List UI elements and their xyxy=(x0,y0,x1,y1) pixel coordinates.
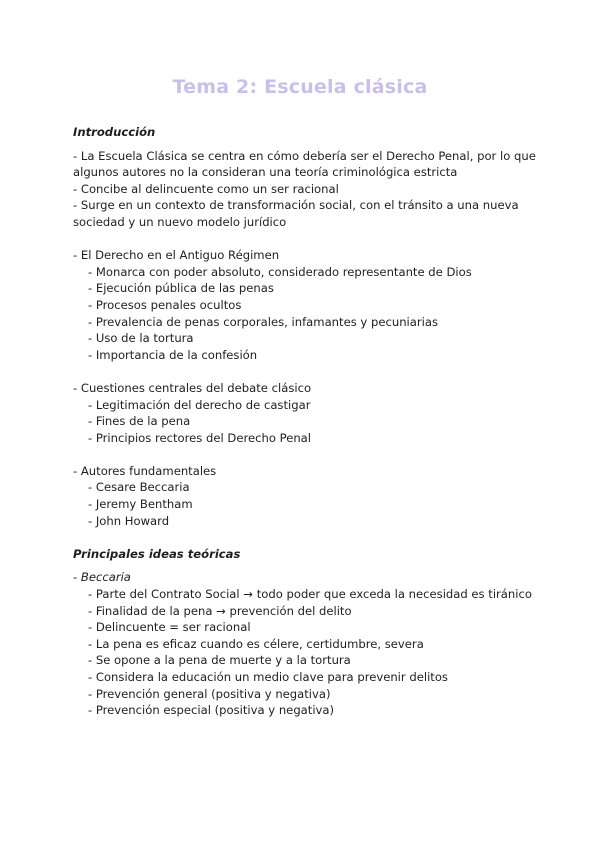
list-item: - Monarca con poder absoluto, considerado representante de Dios xyxy=(88,264,472,279)
section-heading-introduccion: Introducción xyxy=(73,125,156,139)
list-item: - Importancia de la confesión xyxy=(88,347,258,362)
list-item: - La pena es eficaz cuando es célere, certidumbre, severa xyxy=(88,636,424,651)
document-body xyxy=(73,124,543,719)
spacer xyxy=(73,562,543,569)
spacer xyxy=(73,446,543,463)
spacer xyxy=(73,363,543,380)
list-item: - Uso de la tortura xyxy=(88,331,194,346)
intro-paragraph-1: - La Escuela Clásica se centra en cómo debería ser el Derecho Penal, por lo que algunos autores no la consideran una teoría criminológica estricta xyxy=(73,148,536,180)
list-label-autores: - Autores fundamentales xyxy=(73,463,217,478)
list-item: - Fines de la pena xyxy=(88,414,191,429)
author-name-beccaria: Beccaria xyxy=(80,570,131,585)
list-item: - Prevención especial (positiva y negativa) xyxy=(88,703,335,718)
list-label-antiguo-regimen: - El Derecho en el Antiguo Régimen xyxy=(73,248,280,263)
list-item: - Finalidad de la pena → prevención del delito xyxy=(88,603,352,618)
page-title: Tema 2: Escuela clásica xyxy=(172,76,428,98)
spacer xyxy=(73,141,543,148)
list-item: - Ejecución pública de las penas xyxy=(88,281,274,296)
list-label-cuestiones: - Cuestiones centrales del debate clásico xyxy=(73,380,312,395)
spacer xyxy=(73,231,543,248)
list-item: - Principios rectores del Derecho Penal xyxy=(88,430,312,445)
list-item: - Prevención general (positiva y negativa) xyxy=(88,686,331,701)
list-item: - Se opone a la pena de muerte y a la tortura xyxy=(88,653,351,668)
list-item: - Prevalencia de penas corporales, infamantes y pecuniarias xyxy=(88,314,438,329)
dash: - xyxy=(73,570,81,585)
section-heading-ideas: Principales ideas teóricas xyxy=(73,546,241,561)
intro-paragraph-3: - Surge en un contexto de transformación social, con el tránsito a una nueva sociedad y un nuevo modelo jurídico xyxy=(73,198,519,229)
list-item: - Delincuente = ser racional xyxy=(88,620,251,635)
spacer xyxy=(73,529,543,546)
list-item: - Procesos penales ocultos xyxy=(88,297,242,312)
list-item: - Parte del Contrato Social → todo poder que exceda la necesidad es tiránico xyxy=(88,587,532,602)
list-item: - John Howard xyxy=(88,513,170,528)
list-item: - Legitimación del derecho de castigar xyxy=(88,397,311,412)
list-item: - Cesare Beccaria xyxy=(88,480,190,495)
list-item: - Considera la educación un medio clave para prevenir delitos xyxy=(88,670,448,684)
list-item: - Jeremy Bentham xyxy=(88,497,193,512)
list-label-beccaria xyxy=(73,569,543,586)
intro-paragraph-2: - Concibe al delincuente como un ser racional xyxy=(73,181,339,196)
